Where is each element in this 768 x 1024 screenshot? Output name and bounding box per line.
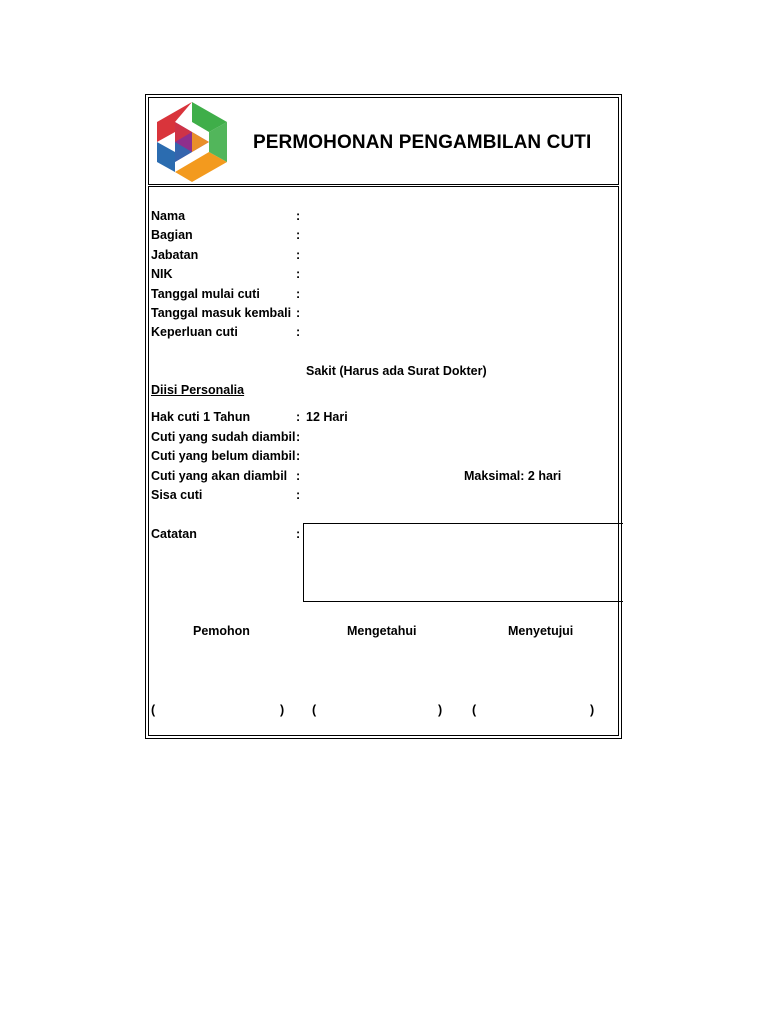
field-colon: : [296,527,301,541]
form-header [148,97,619,185]
signature-role-acknowledger: Mengetahui [347,624,417,638]
row-label-remaining: Sisa cuti [151,488,203,502]
signature-close-paren: ) [438,703,443,717]
company-logo-icon [153,100,231,184]
field-colon: : [296,248,301,262]
reason-option-sick: Sakit (Harus ada Surat Dokter) [306,364,487,378]
form-title: PERMOHONAN PENGAMBILAN CUTI [253,132,592,153]
field-colon: : [296,267,301,281]
field-colon: : [296,209,301,223]
row-label-not-taken: Cuti yang belum diambil [151,449,296,463]
annual-quota-value: 12 Hari [306,410,348,424]
field-label-start-date: Tanggal mulai cuti [151,287,260,301]
signature-open-paren: ( [312,703,317,717]
field-colon: : [296,325,301,339]
row-label-taken: Cuti yang sudah diambil [151,430,296,444]
field-colon: : [296,306,301,320]
field-label-return-date: Tanggal masuk kembali [151,306,292,320]
signature-open-paren: ( [151,703,156,717]
field-label-nama: Nama [151,209,186,223]
field-colon: : [296,410,301,424]
field-colon: : [296,430,301,444]
max-leave-note: Maksimal: 2 hari [464,469,562,483]
notes-box[interactable] [303,523,623,602]
field-label-purpose: Keperluan cuti [151,325,238,339]
field-label-bagian: Bagian [151,228,193,242]
field-colon: : [296,469,301,483]
field-colon: : [296,488,301,502]
field-label-jabatan: Jabatan [151,248,199,262]
form-body [148,186,619,736]
signature-open-paren: ( [472,703,477,717]
leave-request-form [145,94,622,739]
field-label-nik: NIK [151,267,173,281]
signature-role-approver: Menyetujui [508,624,574,638]
field-colon: : [296,228,301,242]
field-colon: : [296,449,301,463]
personnel-section-heading: Diisi Personalia [151,383,245,397]
signature-close-paren: ) [280,703,285,717]
signature-close-paren: ) [590,703,595,717]
notes-label: Catatan [151,527,197,541]
row-label-to-take: Cuti yang akan diambil [151,469,288,483]
row-label-annual-quota: Hak cuti 1 Tahun [151,410,251,424]
signature-role-applicant: Pemohon [193,624,250,638]
field-colon: : [296,287,301,301]
